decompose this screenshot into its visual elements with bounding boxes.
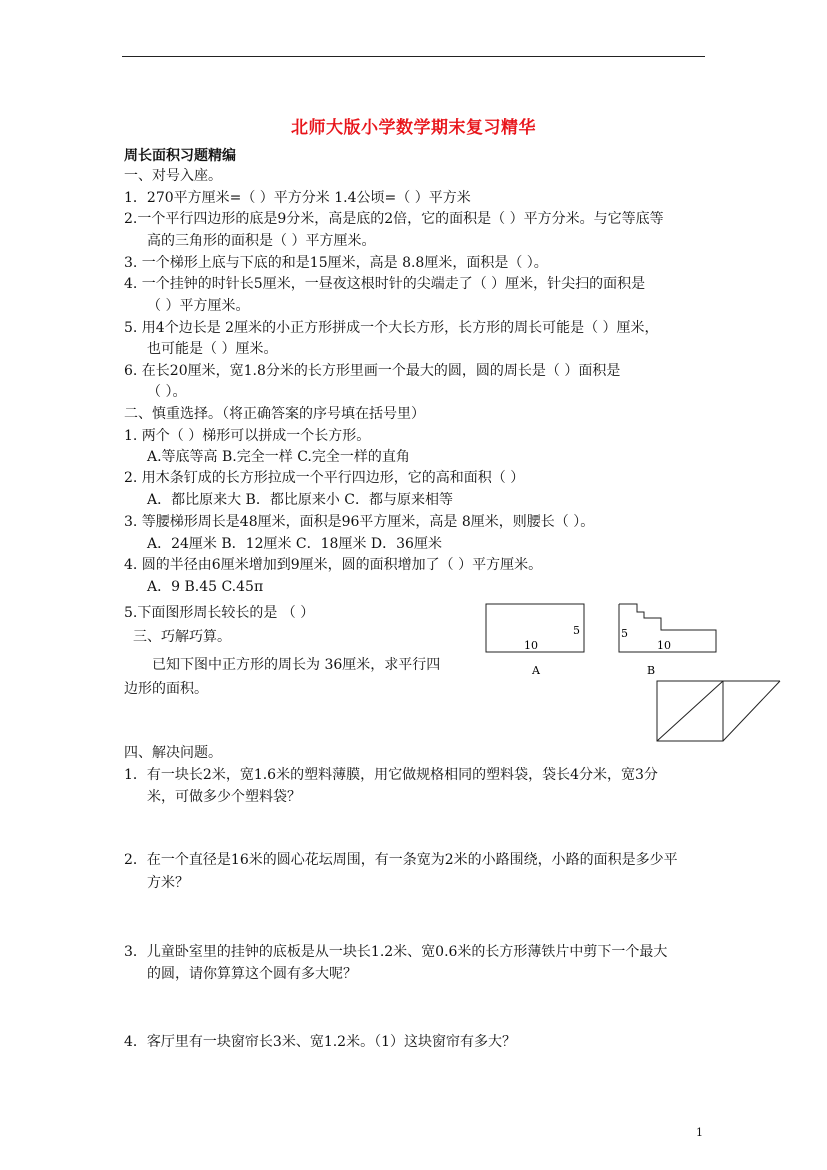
s4-question-2-line-1: 2．在一个直径是16米的圆心花坛周围，有一条宽为2米的小路围绕，小路的面积是多少平 <box>124 852 678 868</box>
s1-question-4-line-2: （ ）平方厘米。 <box>147 298 250 314</box>
s1-question-6-line-1: 6. 在长20厘米，宽1.8分米的长方形里画一个最大的圆，圆的周长是（ ）面积是 <box>124 363 621 379</box>
s1-question-5-line-1: 5. 用4个边长是 2厘米的小正方形拼成一个大长方形，长方形的周长可能是（ ）厘米， <box>124 320 659 336</box>
figure-a-height-label: 5 <box>573 624 580 637</box>
s4-question-3-line-2: 的圆，请你算算这个圆有多大呢？ <box>147 966 357 982</box>
s1-question-3: 3. 一个梯形上底与下底的和是15厘米，高是 8.8厘米，面积是（ ）。 <box>124 255 548 271</box>
s1-question-1: 1．270平方厘米=（ ）平方分米 1.4公顷=（ ）平方米 <box>124 190 471 206</box>
s2-question-3: 3. 等腰梯形周长是48厘米，面积是96平方厘米，高是 8厘米，则腰长（ ）。 <box>124 514 595 530</box>
s3-problem-line-2: 边形的面积。 <box>124 681 208 697</box>
section-1-heading: 一、对号入座。 <box>124 168 222 184</box>
s3-problem-line-1: 已知下图中正方形的周长为 36厘米，求平行四 <box>152 657 441 673</box>
s2-question-1: 1. 两个（ ）梯形可以拼成一个长方形。 <box>124 428 371 444</box>
s4-question-3-line-1: 3．儿童卧室里的挂钟的底板是从一块长1.2米、宽0.6米的长方形薄铁片中剪下一个最大 <box>124 944 668 960</box>
subtitle: 周长面积习题精编 <box>124 148 236 164</box>
s1-question-5-line-2: 也可能是（ ）厘米。 <box>147 341 278 357</box>
figure-a-width-label: 10 <box>524 639 538 652</box>
s4-question-2-line-2: 方米？ <box>147 875 189 891</box>
s1-question-2-line-1: 2.一个平行四边形的底是9分米，高是底的2倍，它的面积是（ ）平方分米。与它等底等 <box>124 211 664 227</box>
s4-question-1-line-2: 米，可做多少个塑料袋？ <box>147 789 301 805</box>
page-number: 1 <box>696 1126 703 1139</box>
s4-question-1-line-1: 1．有一块长2米，宽1.6米的塑料薄膜，用它做规格相同的塑料袋，袋长4分米，宽3分 <box>124 767 658 783</box>
s2-question-4: 4. 圆的半径由6厘米增加到9厘米，圆的面积增加了（ ）平方厘米。 <box>124 557 543 573</box>
header-rule <box>122 56 705 57</box>
s2-question-1-options: A.等底等高 B.完全一样 C.完全一样的直角 <box>147 449 410 465</box>
s2-question-5: 5.下面图形周长较长的是 （ ） <box>124 605 315 621</box>
section-2-heading: 二、慎重选择。（将正确答案的序号填在括号里） <box>124 406 425 422</box>
figure-b <box>614 598 724 680</box>
section-4-heading: 四、解决问题。 <box>124 745 222 761</box>
section-3-heading: 三、巧解巧算。 <box>133 629 231 645</box>
s2-question-2: 2. 用木条钉成的长方形拉成一个平行四边形，它的高和面积（ ） <box>124 470 525 486</box>
s2-question-3-options: A．24厘米 B．12厘米 C．18厘米 D．36厘米 <box>147 536 442 552</box>
figure-b-width-label: 10 <box>657 639 671 652</box>
s1-question-4-line-1: 4. 一个挂钟的时针长5厘米，一昼夜这根时针的尖端走了（ ）厘米，针尖扫的面积是 <box>124 276 646 292</box>
figure-a <box>480 598 590 680</box>
figure-a-caption: A <box>532 664 540 677</box>
s2-question-2-options: A．都比原来大 B．都比原来小 C．都与原来相等 <box>147 492 454 508</box>
s1-question-2-line-2: 高的三角形的面积是（ ）平方厘米。 <box>147 233 376 249</box>
square-parallelogram-figure <box>652 676 784 746</box>
figure-b-height-label: 5 <box>621 627 628 640</box>
s2-question-4-options: A．9 B.45 C.45π <box>147 579 264 595</box>
s1-question-6-line-2: （ ）。 <box>147 384 187 400</box>
figure-b-caption: B <box>647 664 656 677</box>
page-title: 北师大版小学数学期末复习精华 <box>291 118 536 138</box>
s4-question-4: 4．客厅里有一块窗帘长3米、宽1.2米。（1）这块窗帘有多大？ <box>124 1034 516 1050</box>
